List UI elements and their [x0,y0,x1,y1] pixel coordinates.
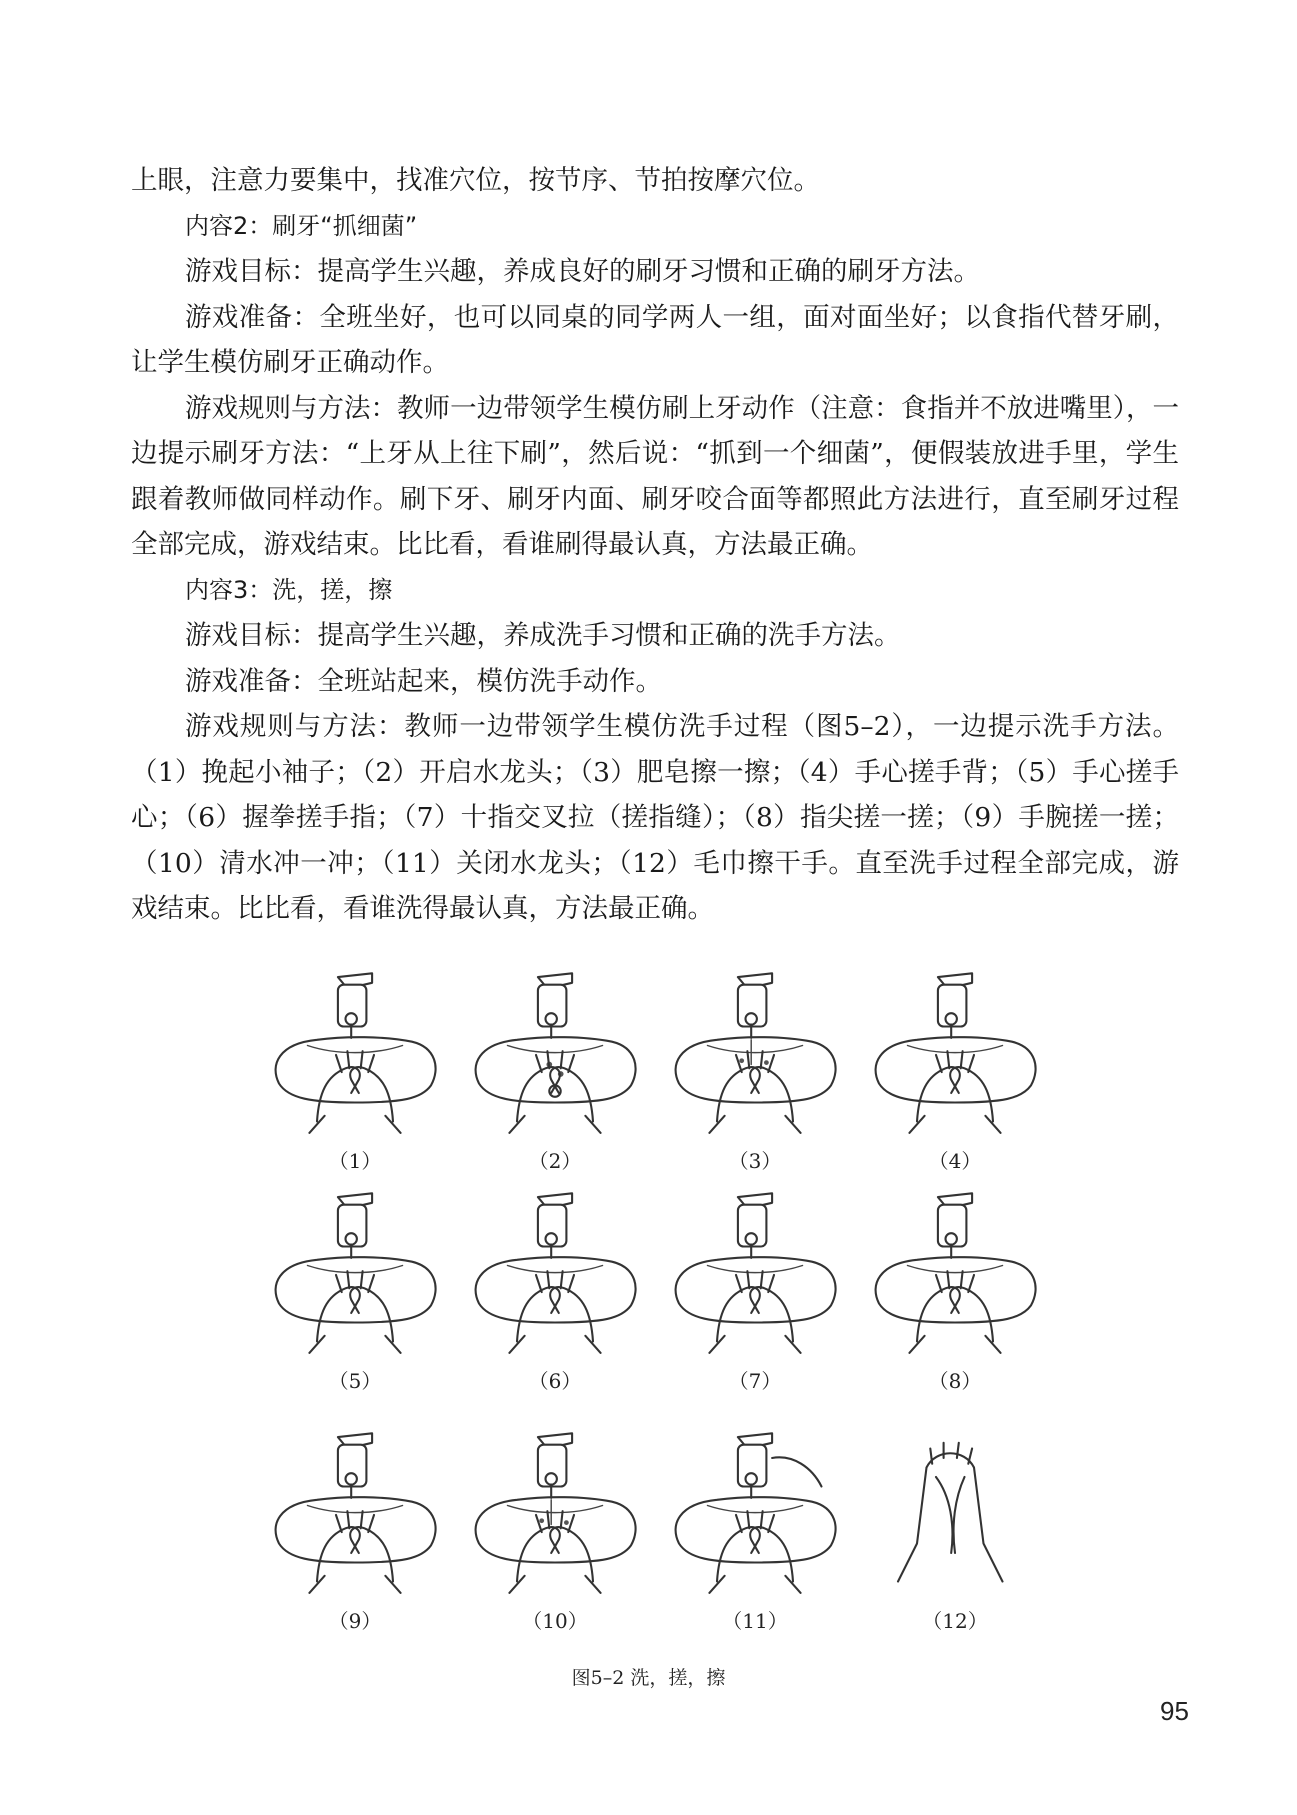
figure-caption: 图5–2 洗，搓，擦 [571,1667,726,1689]
wash-step-label: （2） [528,1149,582,1173]
hand-wash-step-icon [860,965,1050,1145]
paragraph-brushing-rules: 游戏规则与方法：教师一边带领学生模仿刷上牙动作（注意：食指并不放进嘴里），一边提示刷牙方法：“上牙从上往下刷”，然后说：“抓到一个细菌”，便假装放进手里，学生跟着教师做同样动作。刷下牙、刷牙内面、刷牙咬合面等都照此方法进行，直至刷牙过程全部完成，游戏结束。比比看，看谁刷得最认真，方法最正确。 [131,392,1179,560]
wash-step-illustration-8 [860,1185,1050,1385]
body-text [131,158,1179,932]
hand-wash-step-icon [660,1425,850,1605]
page-number: 95 [1160,1696,1189,1726]
section-heading-content-2: 内容2：刷牙“抓细菌” [185,211,418,240]
wash-step-label: （9） [328,1609,382,1633]
hand-wash-step-icon [460,1425,650,1605]
wash-step-illustration-6 [460,1185,650,1385]
section-heading-content-3: 内容3：洗，搓，擦 [185,575,393,604]
paragraph-washing-prep: 游戏准备：全班站起来，模仿洗手动作。 [185,665,662,697]
wash-step-label: （5） [328,1369,382,1393]
wash-step-illustration-4 [860,965,1050,1165]
wash-step-label: （4） [928,1149,982,1173]
wash-step-label: （1） [328,1149,382,1173]
paragraph-brushing-goal: 游戏目标：提高学生兴趣，养成良好的刷牙习惯和正确的刷牙方法。 [185,256,980,287]
wash-step-illustration-10 [460,1425,650,1625]
wash-step-illustration-12 [860,1425,1050,1625]
paragraph-washing-rules: 游戏规则与方法：教师一边带领学生模仿洗手过程（图5–2），一边提示洗手方法。（1）挽起小袖子；（2）开启水龙头；（3）肥皂擦一擦；（4）手心搓手背；（5）手心搓手心；（6）握拳搓手指；（7）十指交叉拉（搓指缝）；（8）指尖搓一搓；（9）手腕搓一搓；（10）清水冲一冲；（11）关闭水龙头；（12）毛巾擦干手。直至洗手过程全部完成，游戏结束。比比看，看谁洗得最认真，方法最正确。 [131,711,1179,924]
wash-step-label: （3） [728,1149,782,1173]
hand-wash-step-icon [660,1185,850,1365]
wash-step-illustration-11 [660,1425,850,1625]
wash-step-label: （10） [522,1609,588,1633]
wash-step-illustration-9 [260,1425,450,1625]
hand-wash-step-icon [260,965,450,1145]
hand-wash-step-icon [460,965,650,1145]
wash-step-illustration-7 [660,1185,850,1385]
wash-step-label: （7） [728,1369,782,1393]
paragraph-brushing-prep: 游戏准备：全班坐好，也可以同桌的同学两人一组，面对面坐好；以食指代替牙刷，让学生模仿刷牙正确动作。 [131,301,1179,378]
hand-wash-step-icon [260,1185,450,1365]
paragraph-washing-goal: 游戏目标：提高学生兴趣，养成洗手习惯和正确的洗手方法。 [185,620,901,651]
hand-wash-step-icon [860,1425,1050,1605]
wash-step-illustration-5 [260,1185,450,1385]
paragraph-1: 上眼，注意力要集中，找准穴位，按节序、节拍按摩穴位。 [131,165,820,196]
wash-step-illustration-2 [460,965,650,1165]
hand-wash-step-icon [860,1185,1050,1365]
wash-step-label: （12） [922,1609,988,1633]
hand-wash-step-icon [660,965,850,1145]
wash-step-label: （11） [722,1609,788,1633]
wash-step-label: （8） [928,1369,982,1393]
wash-step-illustration-1 [260,965,450,1165]
hand-wash-step-icon [260,1425,450,1605]
wash-step-label: （6） [528,1369,582,1393]
wash-step-illustration-3 [660,965,850,1165]
hand-wash-step-icon [460,1185,650,1365]
